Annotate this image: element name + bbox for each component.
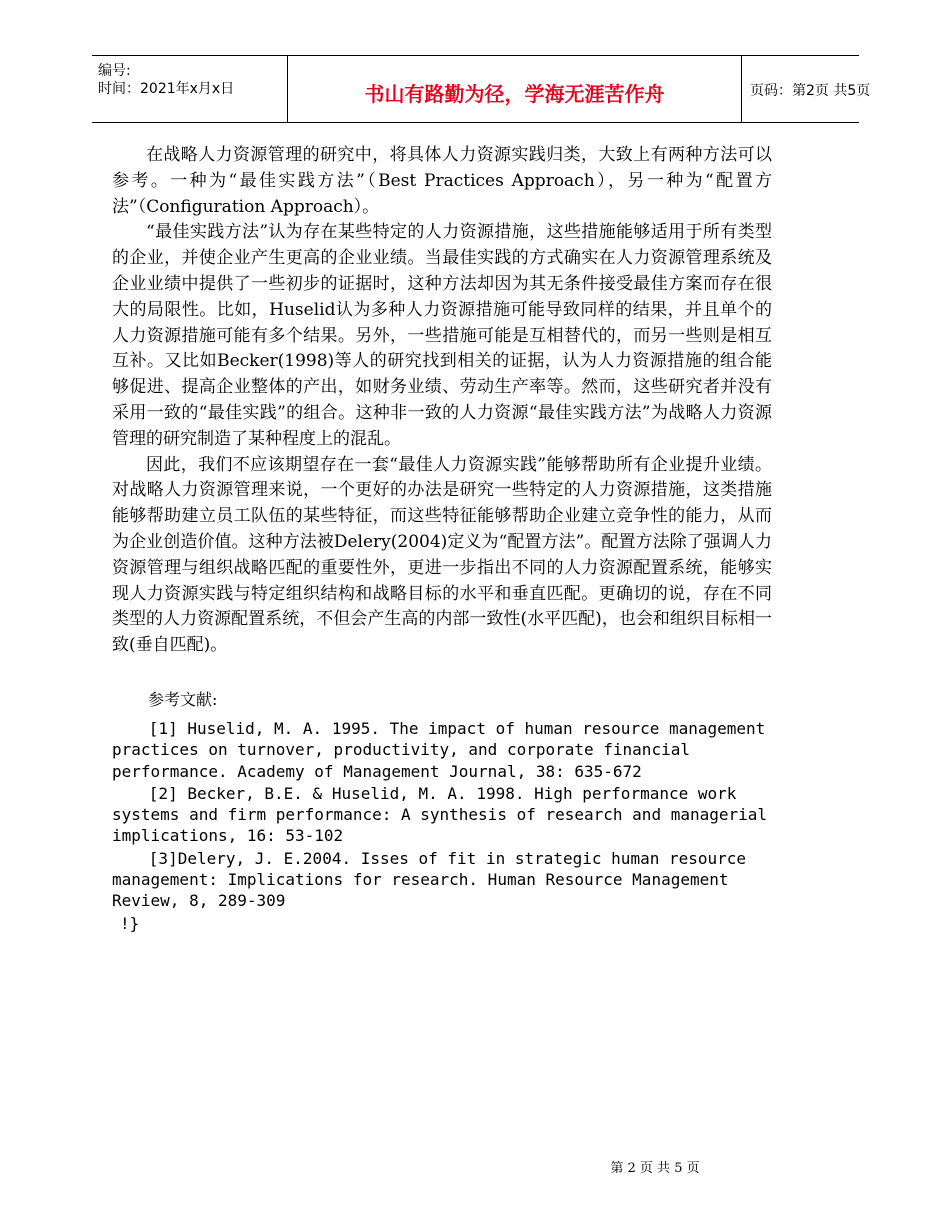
paragraph: 在战略人力资源管理的研究中，将具体人力资源实践归类，大致上有两种方法可以参考。一种为“最佳实践方法”（Best Practices Approach），另一种为“配置方法”（Configuration Approach）。 [112,145,772,217]
header-page-cell [742,56,871,122]
paragraph: 因此，我们不应该期望存在一套“最佳人力资源实践”能够帮助所有企业提升业绩。对战略人力资源管理来说，一个更好的办法是研究一些特定的人力资源措施，这类措施能够帮助建立员工队伍的某些特征，而这些特征能够帮助企业建立竞争性的能力，从而为企业创造价值。这种方法被Delery(2004)定义为“配置方法”。配置方法除了强调人力资源管理与组织战略匹配的重要性外，更进一步指出不同的人力资源配置系统，能够实现人力资源实践与特定组织结构和战略目标的水平和垂直匹配。更确切的说，存在不同类型的人力资源配置系统，不但会产生高的内部一致性(水平匹配)，也会和组织目标相一致(垂自匹配)。 [112,454,772,656]
motto: 书山有路勤为径，学海无涯苦作舟 [364,82,665,106]
serial-label: 编号: [98,63,131,79]
page-header [92,55,871,123]
references-section [112,690,772,934]
header-motto-cell [287,56,742,122]
header-meta-cell [92,56,287,122]
page-footer: 第 2 页 共 5 页 [610,1161,700,1176]
reference-item: [3]Delery, J. E.2004. Isses of fit in strategic human resource management: Implications for research. Human Resource Management Review, 8, 289-309 [112,848,747,911]
page-number-info: 页码：第2页 共5页 [750,83,871,99]
document-body [112,143,772,659]
references-title: 参考文献: [148,690,218,709]
paragraph: “最佳实践方法”认为存在某些特定的人力资源措施，这些措施能够适用于所有类型的企业，并使企业产生更高的企业业绩。当最佳实践的方式确实在人力资源管理系统及企业业绩中提供了一些初步的证据时，这种方法却因为其无条件接受最佳方案而存在很大的局限性。比如，Huselid认为多种人力资源措施可能导致同样的结果，并且单个的人力资源措施可能有多个结果。另外，一些措施可能是互相替代的，而另一些则是相互互补。又比如Becker(1998)等人的研究找到相关的证据，认为人力资源措施的组合能够促进、提高企业整体的产出，如财务业绩、劳动生产率等。然而，这些研究者并没有采用一致的“最佳实践”的组合。这种非一致的人力资源“最佳实践方法”为战略人力资源管理的研究制造了某种程度上的混乱。 [112,222,772,449]
trailing-text: !} [120,913,140,933]
reference-item: [1] Huselid, M. A. 1995. The impact of human resource management practices on turnover, productivity, and corporate financial performance. Academy of Management Journal, 38: 635-672 [112,719,766,781]
date-label: 时间：2021年x月x日 [98,81,235,97]
reference-item: [2] Becker, B.E. & Huselid, M. A. 1998. High performance work systems and firm performance: A synthesis of research and managerial implications, 16: 53-102 [112,783,768,846]
